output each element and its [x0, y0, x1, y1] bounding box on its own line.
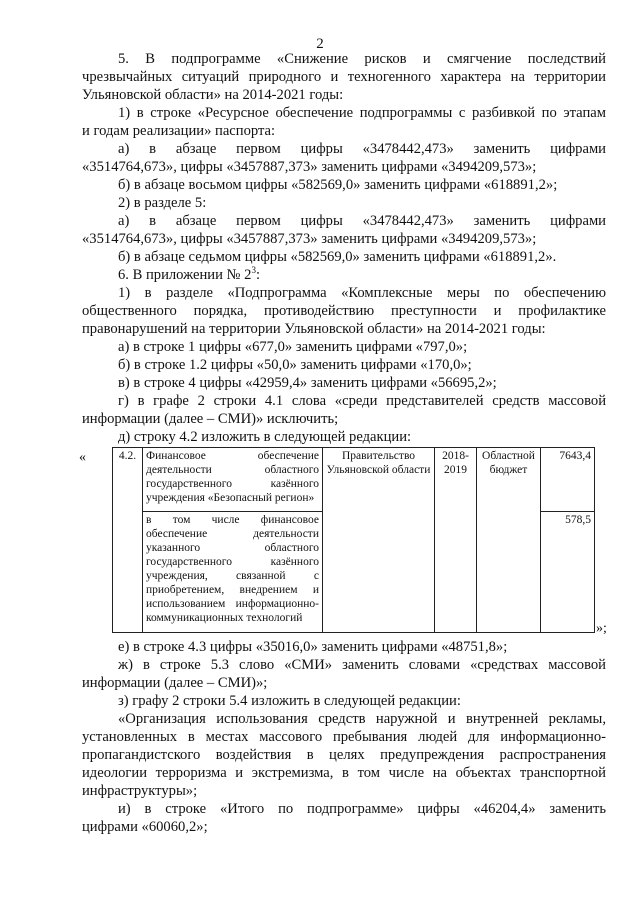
paragraph-line: 5. В подпрограмме «Снижение рисков и смягчение последствий — [118, 51, 606, 67]
paragraph-line: б) в абзаце седьмом цифры «582569,0» заменить цифрами «618891,2». — [118, 249, 557, 265]
paragraph-line: и годам реализации» паспорта: — [82, 123, 276, 139]
years-cell: 2018-2019 — [435, 448, 477, 633]
superscript: 3 — [251, 265, 256, 276]
paragraph-line: ж) в строке 5.3 слово «СМИ» заменить словами «средствах массовой — [118, 657, 606, 673]
paragraph-line: а) в абзаце первом цифры «3478442,473» заменить цифрами — [118, 213, 606, 229]
table-quote-close: »; — [596, 621, 607, 636]
paragraph-line: д) строку 4.2 изложить в следующей редакции: — [118, 429, 412, 445]
paragraph-line: идеологии терроризма и экстремизма, в том числе на объектах транспортной — [82, 765, 606, 781]
paragraph-line: а) в строке 1 цифры «677,0» заменить цифрами «797,0»; — [118, 339, 468, 355]
paragraph-line: информации (далее – СМИ)» исключить; — [82, 411, 339, 427]
paragraph-line: в) в строке 4 цифры «42959,4» заменить цифрами «56695,2»; — [118, 375, 497, 391]
paragraph-line: «Организация использования средств наружной и внутренней рекламы, — [118, 711, 606, 727]
paragraph-text: 6. В приложении № 2 — [118, 267, 252, 283]
paragraph-line — [118, 266, 260, 284]
source-cell: Областной бюджет — [477, 448, 541, 633]
item-cell: в том числе финансовое обеспечение деятельности указанного областного государственного казённого учреждения, связанной с приобретением, внедрением и использованием информационно-коммуникационных технологий — [143, 512, 323, 633]
replacement-table — [112, 447, 595, 633]
paragraph-line: е) в строке 4.3 цифры «35016,0» заменить цифрами «48751,8»; — [118, 639, 508, 655]
paragraph-line: и) в строке «Итого по подпрограмме» цифры «46204,4» заменить — [118, 801, 606, 817]
paragraph-line: б) в строке 1.2 цифры «50,0» заменить цифрами «170,0»; — [118, 357, 472, 373]
amount-cell: 578,5 — [541, 512, 595, 633]
table-quote-open: « — [79, 450, 86, 465]
paragraph-line: 1) в строке «Ресурсное обеспечение подпрограммы с разбивкой по этапам — [118, 105, 606, 121]
page-number: 2 — [316, 36, 324, 52]
table-row — [113, 448, 595, 512]
paragraph-line: Ульяновской области» на 2014-2021 годы: — [82, 87, 344, 103]
amount-cell: 7643,4 — [541, 448, 595, 512]
paragraph-line: «3514764,673», цифры «3457887,373» заменить цифрами «3494209,573»; — [82, 231, 537, 247]
paragraph-line: инфраструктуры»; — [82, 783, 198, 799]
executor-cell: Правительство Ульяновской области — [323, 448, 435, 633]
paragraph-line: информации (далее – СМИ)»; — [82, 675, 268, 691]
paragraph-line: 1) в разделе «Подпрограмма «Комплексные меры по обеспечению — [118, 285, 606, 301]
paragraph-line: чрезвычайных ситуаций природного и техногенного характера на территории — [82, 69, 606, 85]
paragraph-line: «3514764,673», цифры «3457887,373» заменить цифрами «3494209,573»; — [82, 159, 537, 175]
paragraph-line: 2) в разделе 5: — [118, 195, 207, 211]
paragraph-line: общественного порядка, противодействию преступности и профилактике — [82, 303, 606, 319]
paragraph-line: б) в абзаце восьмом цифры «582569,0» заменить цифрами «618891,2»; — [118, 177, 558, 193]
paragraph-line: правонарушений на территории Ульяновской области» на 2014-2021 годы: — [82, 321, 546, 337]
paragraph-line: установленных в местах массового пребывания людей для информационно- — [82, 729, 606, 745]
paragraph-line: г) в графе 2 строки 4.1 слова «среди представителей средств массовой — [118, 393, 606, 409]
paragraph-line: пропагандистского воздействия в целях предупреждения распространения — [82, 747, 606, 763]
paragraph-text: : — [255, 267, 260, 283]
item-cell: Финансовое обеспечение деятельности областного государственного казённого учреждения «Безопасный регион» — [143, 448, 323, 512]
paragraph-line: цифрами «60060,2»; — [82, 819, 208, 835]
row-number-cell: 4.2. — [113, 448, 143, 633]
paragraph-line: з) графу 2 строки 5.4 изложить в следующей редакции: — [118, 693, 461, 709]
paragraph-line: а) в абзаце первом цифры «3478442,473» заменить цифрами — [118, 141, 606, 157]
